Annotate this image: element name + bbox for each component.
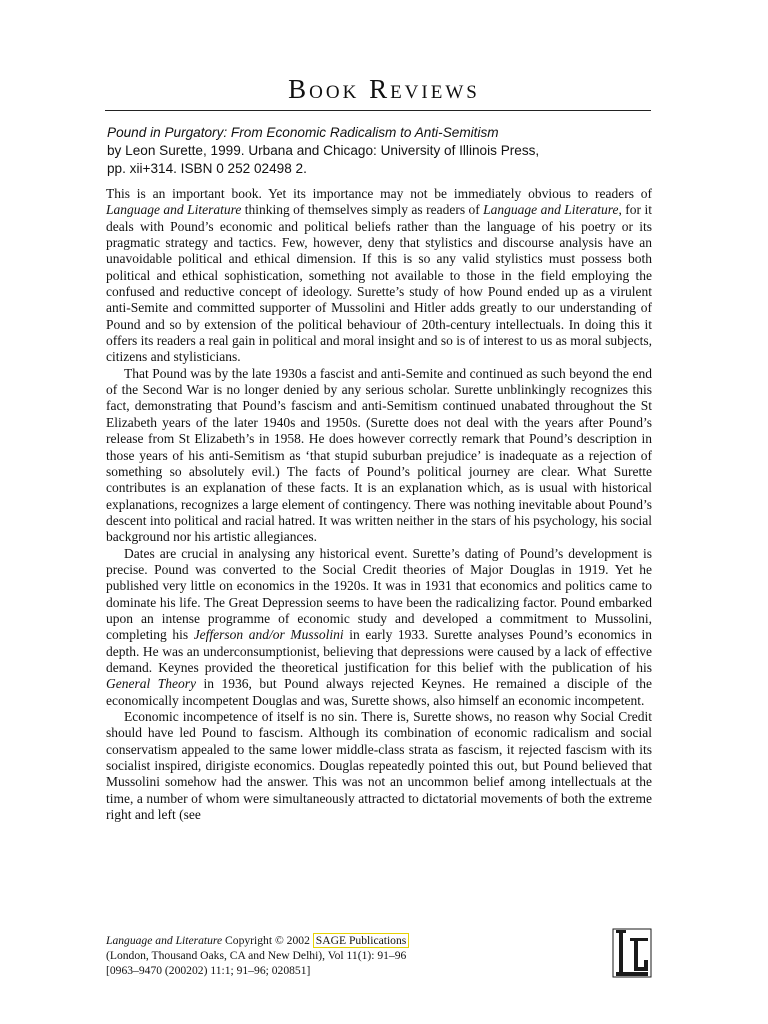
- sage-publications-link[interactable]: SAGE Publications: [313, 933, 410, 948]
- footer-line-1: Language and Literature Copyright © 2002 SAGE Publications: [106, 933, 526, 948]
- paragraph-4: Economic incompetence of itself is no sin. There is, Surette shows, no reason why Social Credit should have led Pound to fascism. Although its combination of economic radicalism and social conservatism appealed to the same lower middle-class strata as fascism, it rejected fascism with its socialist inspired, dirigiste economics. Douglas repeatedly pointed this out, but Pound believed that Mussolini somehow had the answer. This was not an uncommon belief among intellectuals at the time, a number of whom were simultaneously attracted to dictatorial movements of both the extreme right and left (see: [106, 709, 652, 823]
- footer-copyright: [106, 933, 526, 978]
- section-title: Book Reviews: [288, 74, 480, 104]
- paragraph-2: That Pound was by the late 1930s a fascist and anti-Semite and continued as such beyond the end of the Second War is no longer denied by any serious scholar. Surette unblinkingly recognizes this fact, demonstrating that Pound’s fascism and anti-Semitism continued unabated throughout the St Elizabeth years of the later 1940s and 1950s. (Surette does not deal with the years after Pound’s release from St Elizabeth’s in 1958. He does however correctly remark that Pound’s description in those years of his anti-Semitism as ‘that stupid suburban prejudice’ is inadequate as a rejection of something so absolutely evil.) The facts of Pound’s political journey are clear. What Surette contributes is an explanation of these facts. It is an explanation which, as is usual with historical explanations, recognizes a large element of contingency. There was nothing inevitable about Pound’s descent into political and racial hatred. It was written neither in the stars of his psychology, his social background nor his artistic allegiances.: [106, 365, 652, 545]
- journal-title-mention: Language and Literature: [106, 202, 242, 218]
- journal-logo-icon: [612, 928, 652, 978]
- book-title-mention: Jefferson and/or Mussolini: [193, 627, 344, 643]
- book-title: Pound in Purgatory: From Economic Radicalism to Anti-Semitism: [107, 125, 499, 140]
- footer-journal: Language and Literature: [106, 934, 223, 947]
- book-citation: [107, 124, 652, 178]
- book-title-mention: General Theory: [106, 676, 196, 692]
- book-author-publisher: by Leon Surette, 1999. Urbana and Chicago: University of Illinois Press,: [107, 143, 540, 158]
- footer-line-3: [0963–9470 (200202) 11:1; 91–96; 020851]: [106, 964, 311, 977]
- paragraph-3: Dates are crucial in analysing any historical event. Surette’s dating of Pound’s development is precise. Pound was converted to the Social Credit theories of Major Douglas in 1919. Yet he published very little on economics in the 1920s. It was in 1931 that economics and politics came to dominate his life. The Great Depression seems to have been the radicalizing factor. Pound embarked upon an intense programme of economic study and developed a commitment to Mussolini, completing his Jefferson and/or Mussolini in early 1933. Surette analyses Pound’s economics in depth. He was an underconsumptionist, believing that depressions were caused by a lack of effective demand. Keynes provided the theoretical justification for this belief with the publication of his General Theory in 1936, but Pound always rejected Keynes. He remained a disciple of the economically incompetent Douglas and was, Surette shows, also himself an economic incompetent.: [106, 545, 652, 708]
- journal-title-mention: Language and Literature: [483, 202, 619, 218]
- footer-line-2: (London, Thousand Oaks, CA and New Delhi), Vol 11(1): 91–96: [106, 949, 407, 962]
- title-divider: [105, 110, 651, 111]
- book-pages-isbn: pp. xii+314. ISBN 0 252 02498 2.: [107, 161, 307, 176]
- paragraph-1: This is an important book. Yet its importance may not be immediately obvious to readers of Language and Literature thinking of themselves simply as readers of Language and Literature, for it deals with Pound’s economic and political beliefs rather than the language of his poetry or its pragmatic strategy and tactics. Few, however, deny that stylistics and discourse analysis have an unavoidable political and ethical dimension. If this is so any valid stylistics must possess both political and ethical sophistication, something not available to those in the field employing the confused and reductive concept of ideology. Surette’s study of how Pound ended up as a virulent anti-Semite and committed supporter of Mussolini and Hitler adds greatly to our understanding of Pound and so by extension of the political behaviour of 20th-century intellectuals. In doing this it offers its readers a real gain in political and moral insight and so is of interest to us as moral subjects, citizens and stylisticians.: [106, 186, 652, 365]
- review-body: [106, 186, 652, 823]
